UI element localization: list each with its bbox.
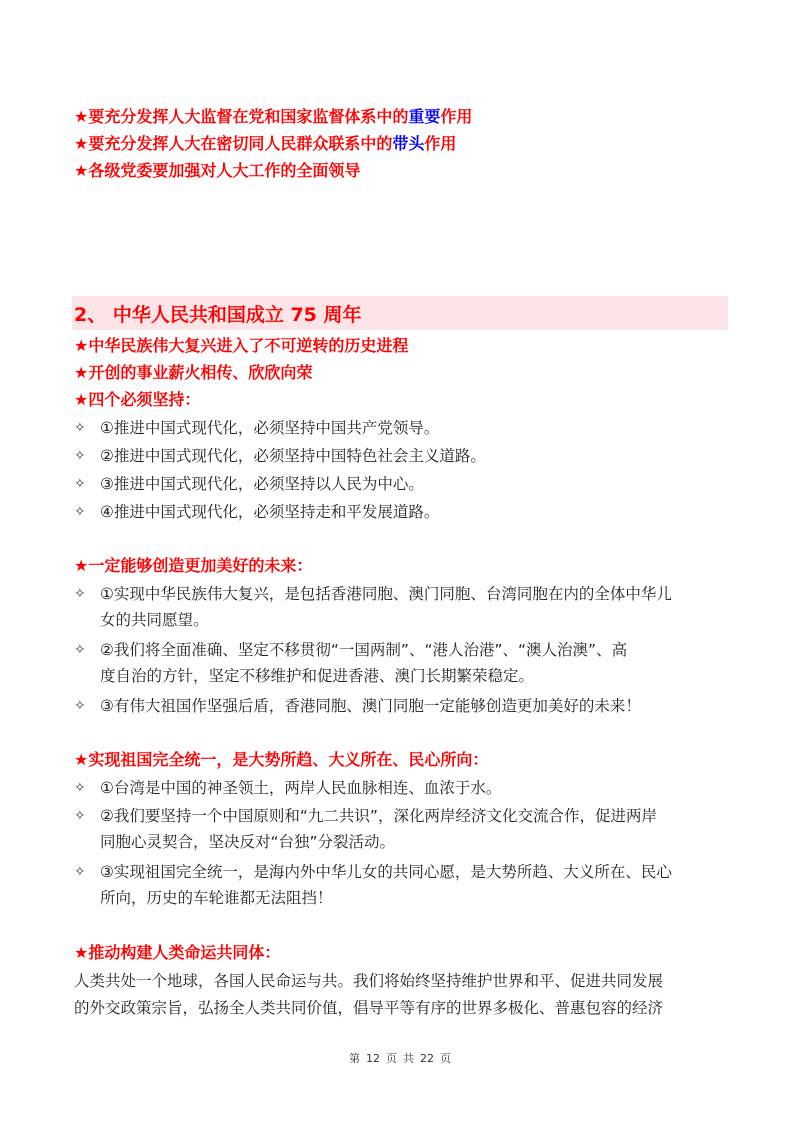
list-item-text (100, 803, 730, 855)
list-item-text (100, 581, 730, 633)
top-point-3-text: ★各级党委要加强对人大工作的全面领导 (74, 161, 361, 180)
list-item-text: ②推进中国式现代化，必须坚持中国特色社会主义道路。 (100, 447, 486, 465)
list-item (74, 859, 730, 915)
paragraph-line-1: 人类共处一个地球，各国人民命运与共。我们将始终坚持维护世界和平、促进共同发展 (74, 972, 664, 990)
line-2: 同胞心灵契合，坚决反对“台独”分裂活动。 (100, 833, 396, 851)
community-heading: ★推动构建人类命运共同体： (74, 943, 281, 962)
top-point-1-highlight: 重要 (408, 107, 441, 126)
line-1: ③实现祖国完全统一，是海内外中华儿女的共同心愿，是大势所趋、大义所在、民心 (100, 863, 672, 881)
line-1: ②我们将全面准确、坚定不移贯彻“一国两制”、“港人治港”、“澳人治澳”、高 (100, 641, 628, 659)
diamond-outline-icon: ✧ (74, 808, 86, 824)
diamond-outline-icon: ✧ (74, 864, 86, 880)
page-footer (0, 1050, 800, 1066)
top-point-1-text: ★要充分发挥人大监督在党和国家监督体系中的 (74, 107, 409, 126)
diamond-outline-icon: ✧ (74, 780, 86, 796)
future-heading: ★一定能够创造更加美好的未来： (74, 556, 313, 575)
top-point-2-highlight: 带头 (392, 134, 425, 153)
section-title: 2、 中华人民共和国成立 75 周年 (74, 304, 362, 326)
list-item-text: ④推进中国式现代化，必须坚持走和平发展道路。 (100, 503, 440, 521)
list-item (74, 637, 730, 693)
point-four-musts: ★四个必须坚持： (74, 390, 201, 409)
list-item-text: ①台湾是中国的神圣领土，两岸人民血脉相连、血浓于水。 (100, 779, 502, 797)
section-heading (72, 296, 728, 330)
list-item-text: ①推进中国式现代化，必须坚持中国共产党领导。 (100, 419, 440, 437)
list-item-text (100, 637, 730, 689)
top-point-2-suffix: 作用 (424, 134, 457, 153)
diamond-outline-icon: ✧ (74, 420, 86, 436)
list-item (74, 581, 730, 637)
line-2: 女的共同愿望。 (100, 611, 209, 629)
top-point-1 (74, 106, 472, 128)
list-item-text (100, 859, 730, 911)
line-2: 所向，历史的车轮谁都无法阻挡！ (100, 889, 333, 907)
diamond-outline-icon: ✧ (74, 476, 86, 492)
footer-label: 页 (386, 1052, 397, 1065)
top-point-2-text: ★要充分发挥人大在密切同人民群众联系中的 (74, 134, 393, 153)
top-point-2 (74, 133, 456, 155)
top-point-1-suffix: 作用 (440, 107, 473, 126)
community-paragraph (74, 968, 730, 1022)
page-number: 12 (366, 1052, 380, 1065)
line-1: ①实现中华民族伟大复兴，是包括香港同胞、澳门同胞、台湾同胞在内的全体中华儿 (100, 585, 672, 603)
total-pages: 22 (420, 1052, 434, 1065)
unity-heading: ★实现祖国完全统一，是大势所趋、大义所在、民心所向： (74, 750, 489, 769)
paragraph-line-2: 的外交政策宗旨，弘扬全人类共同价值，倡导平等有序的世界多极化、普惠包容的经济 (74, 999, 664, 1017)
diamond-outline-icon: ✧ (74, 448, 86, 464)
diamond-outline-icon: ✧ (74, 698, 86, 714)
diamond-outline-icon: ✧ (74, 642, 86, 658)
line-1: ②我们要坚持一个中国原则和“九二共识”，深化两岸经济文化交流合作，促进两岸 (100, 807, 657, 825)
footer-label: 共 (403, 1052, 414, 1065)
diamond-outline-icon: ✧ (74, 504, 86, 520)
line-2: 度自治的方针，坚定不移维护和促进香港、澳门长期繁荣稳定。 (100, 667, 535, 685)
point-cause: ★开创的事业薪火相传、欣欣向荣 (74, 363, 313, 382)
footer-label: 第 (349, 1052, 360, 1065)
top-point-3 (74, 160, 360, 182)
list-item-text: ③推进中国式现代化，必须坚持以人民为中心。 (100, 475, 424, 493)
footer-label: 页 (440, 1052, 451, 1065)
diamond-outline-icon: ✧ (74, 586, 86, 602)
list-item-text: ③有伟大祖国作坚强后盾，香港同胞、澳门同胞一定能够创造更加美好的未来！ (100, 697, 641, 715)
list-item (74, 803, 730, 859)
point-rejuvenation: ★中华民族伟大复兴进入了不可逆转的历史进程 (74, 336, 409, 355)
